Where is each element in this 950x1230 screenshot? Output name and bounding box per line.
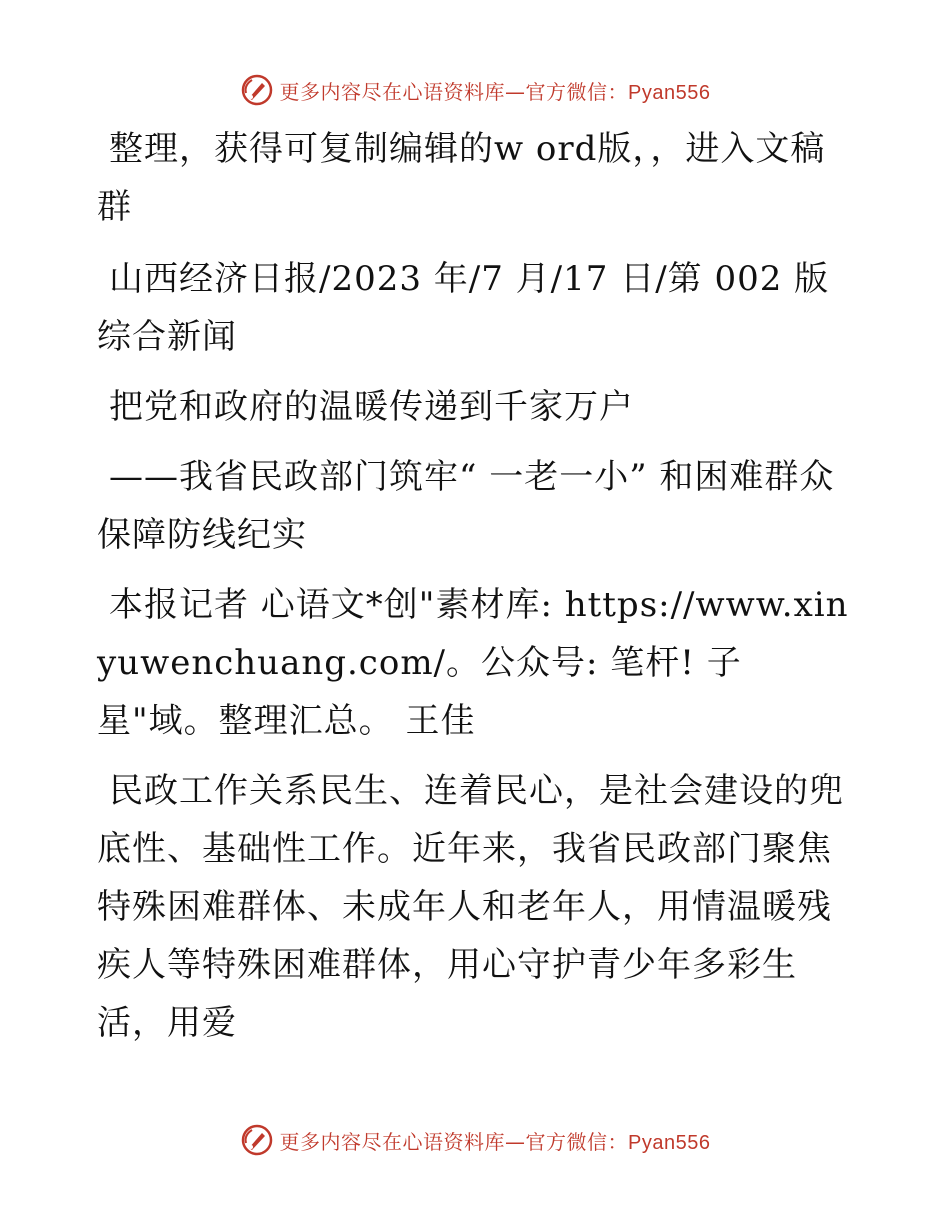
pen-nib-logo-icon (240, 73, 274, 107)
article-title: 把党和政府的温暖传递到千家万户 (109, 387, 634, 427)
footer-banner-wechat: 官方微信：Pyan556 (525, 1131, 711, 1154)
header-banner-dash: — (505, 79, 526, 104)
intro-paragraph: 整理，获得可复制编辑的w ord版，，进入文稿群 (97, 129, 826, 227)
footer-banner-main: 更多内容尽在心语资料库 (279, 1129, 506, 1154)
article-subtitle: ——我省民政部门筑牢“ 一老一小” 和困难群众保障防线纪实 (97, 457, 835, 555)
header-banner (0, 70, 950, 110)
header-banner-text (280, 76, 711, 105)
source-line: 山西经济日报/2023 年/7 月/17 日/第 002 版综合新闻 (97, 259, 830, 357)
footer-banner-text (280, 1126, 711, 1155)
pen-nib-logo-icon (240, 1123, 274, 1157)
header-banner-wechat: 官方微信：Pyan556 (525, 81, 711, 104)
document-body (97, 120, 857, 1052)
footer-banner-dash: — (505, 1129, 526, 1154)
header-banner-main: 更多内容尽在心语资料库 (279, 79, 506, 104)
byline-paragraph: 本报记者 心语文*创"素材库: https://www.xinyuwenchuang.com/。公众号: 笔杆! 子星"域。整理汇总。 王佳 (97, 585, 849, 741)
footer-banner (0, 1120, 950, 1160)
body-paragraph: 民政工作关系民生、连着民心，是社会建设的兜底性、基础性工作。近年来，我省民政部门聚焦特殊困难群体、未成年人和老年人，用情温暖残疾人等特殊困难群体，用心守护青少年多彩生活，用爱 (97, 771, 844, 1043)
